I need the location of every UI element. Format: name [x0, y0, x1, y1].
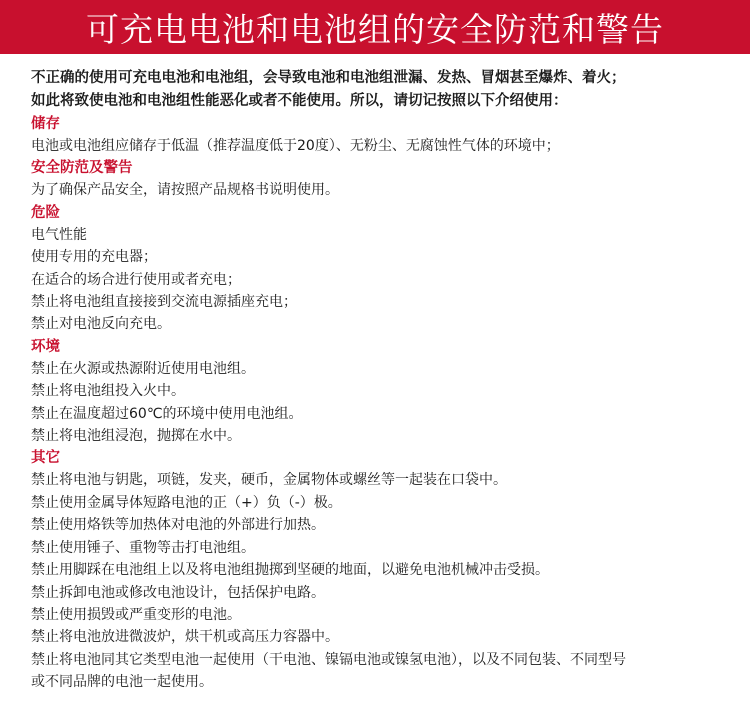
- text-line: 禁止在火源或热源附近使用电池组。: [31, 360, 255, 377]
- text-line: 使用专用的充电器；: [31, 249, 157, 266]
- section-title-storage: 储存: [31, 116, 60, 132]
- document-body: [31, 67, 731, 694]
- text-line: 禁止对电池反向充电。: [31, 316, 171, 333]
- text-line: 禁止使用烙铁等加热体对电池的外部进行加热。: [31, 517, 325, 534]
- text-line: 禁止使用锤子、重物等击打电池组。: [31, 539, 255, 556]
- section-title-environment: 环境: [31, 338, 60, 355]
- text-line: 禁止使用金属导体短路电池的正（+）负（-）极。: [31, 494, 342, 511]
- text-line: 禁止使用损毁或严重变形的电池。: [31, 606, 241, 623]
- section-title-safety: 安全防范及警告: [31, 160, 133, 177]
- text-line: 禁止将电池组投入火中。: [31, 383, 185, 400]
- section-title-other: 其它: [31, 450, 60, 467]
- intro-line: 如此将致使电池和电池组性能恶化或者不能使用。所以，请切记按照以下介绍使用：: [31, 93, 568, 109]
- text-line: 禁止将电池组浸泡，抛掷在水中。: [31, 428, 241, 445]
- text-line: 禁止将电池与钥匙，项链，发夹，硬币，金属物体或螺丝等一起装在口袋中。: [31, 472, 507, 489]
- text-line: 电池或电池组应储存于低温（推荐温度低于20度）、无粉尘、无腐蚀性气体的环境中；: [31, 138, 560, 154]
- section-title-danger: 危险: [31, 204, 60, 221]
- text-line: 电气性能: [31, 226, 87, 243]
- text-line: 禁止将电池组直接接到交流电源插座充电；: [31, 294, 297, 311]
- page-title: 可充电电池和电池组的安全防范和警告: [86, 9, 664, 49]
- text-line: 禁止将电池同其它类型电池一起使用（干电池、镍镉电池或镍氢电池），以及不同包装、不同型号: [31, 651, 626, 668]
- text-line: 禁止将电池放进微波炉，烘干机或高压力容器中。: [31, 629, 339, 646]
- text-line: 为了确保产品安全，请按照产品规格书说明使用。: [31, 182, 339, 199]
- intro-line: 不正确的使用可充电电池和电池组，会导致电池和电池组泄漏、发热、冒烟甚至爆炸、着火；: [31, 70, 626, 86]
- title-banner: [0, 0, 750, 54]
- text-line: 禁止用脚踩在电池组上以及将电池组抛掷到坚硬的地面，以避免电池机械冲击受损。: [31, 562, 549, 579]
- text-line: 禁止在温度超过60℃的环境中使用电池组。: [31, 405, 303, 422]
- text-line: 或不同品牌的电池一起使用。: [31, 674, 213, 691]
- text-line: 禁止拆卸电池或修改电池设计，包括保护电路。: [31, 584, 325, 601]
- text-line: 在适合的场合进行使用或者充电；: [31, 271, 241, 288]
